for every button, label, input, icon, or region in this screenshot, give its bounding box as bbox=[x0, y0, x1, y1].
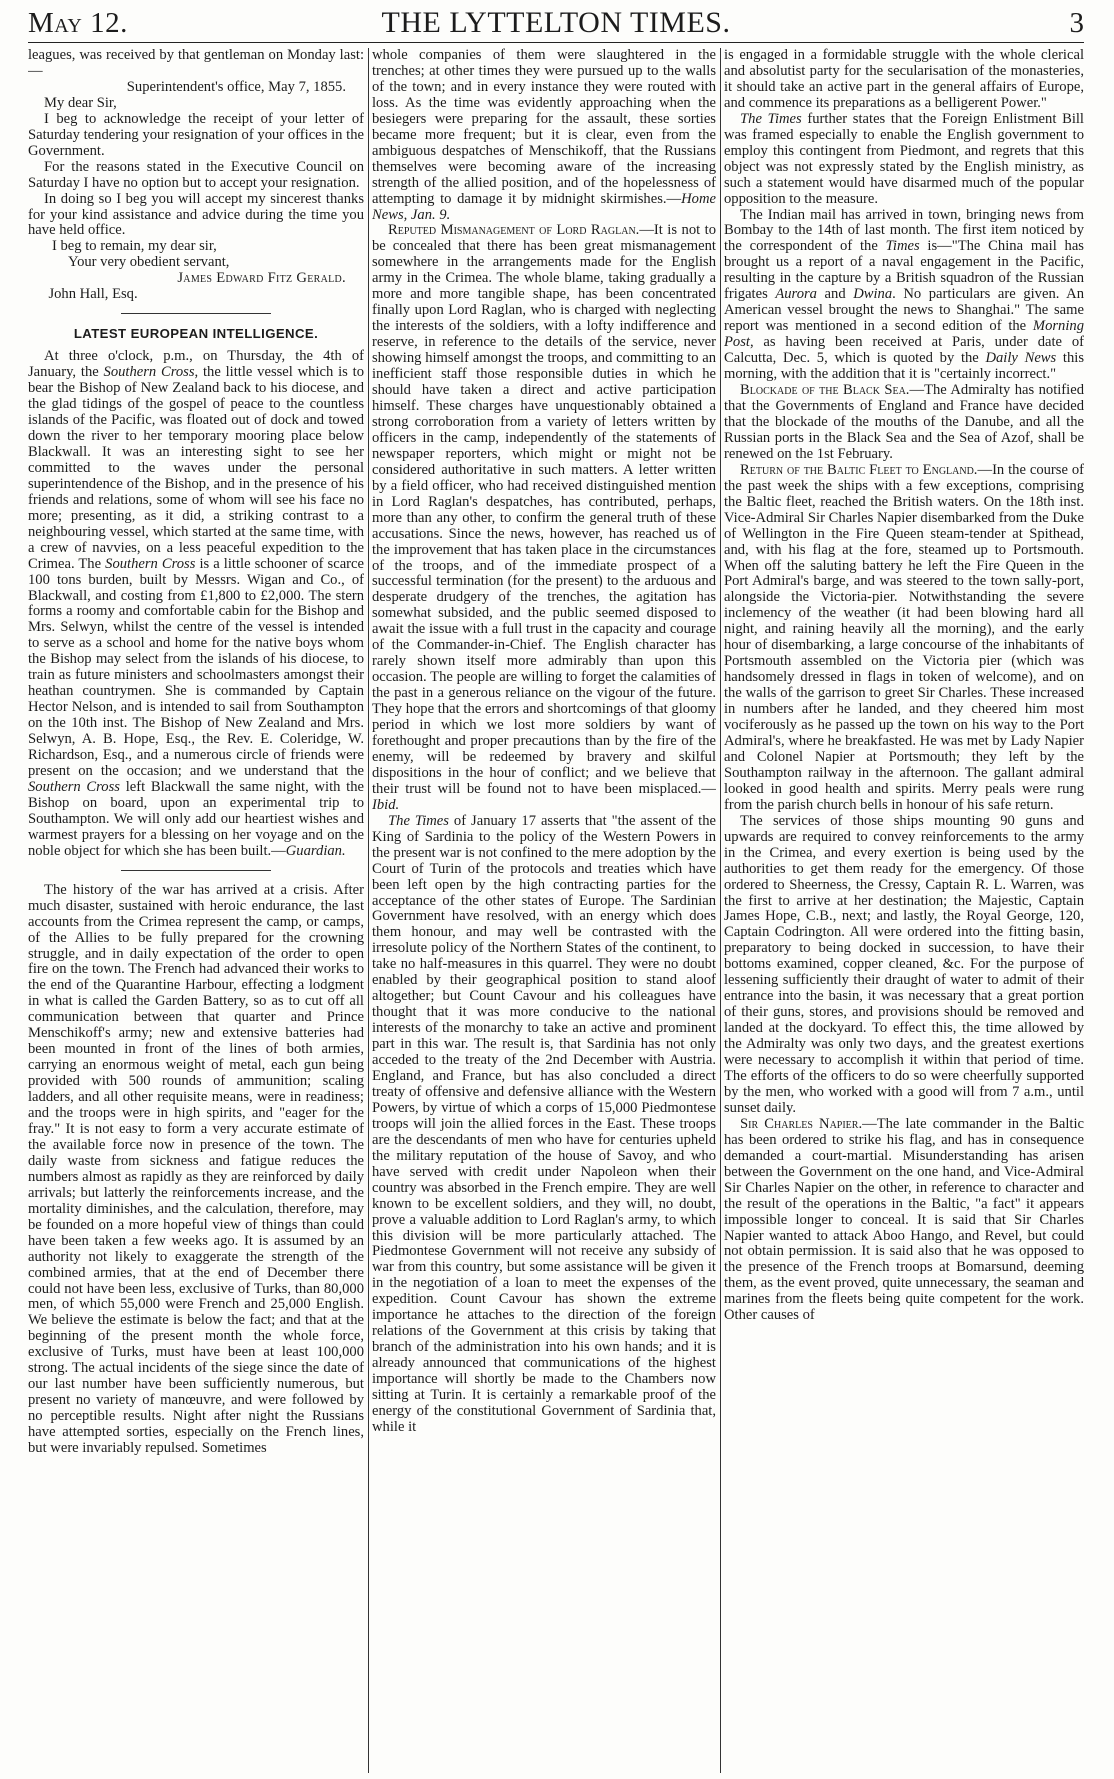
article-paragraph: The services of those ships mounting 90 guns and upwards are required to convey reinforcements to the army in the Crimea, and every exertion is being used by the authorities to get them ready for the emergency. Of those ordered to Sheerness, the Cressy, Captain R. L. Warren, was the first to arrive at her destination; the Majestic, Captain James Hope, C.B., next; and lastly, the Royal George, 120, Captain Codrington. All were ordered into the fitting basin, preparatory to being docked in succession, to have their bottoms examined, copper cleaned, &c. For the purpose of lessening sufficiently their draught of water to admit of their entrance into the basin, it was necessary that a great portion of their guns, stores, and provisions should be removed and landed at the dockyard. To effect this, the time allowed by the Admiralty was only two days, and the greatest exertions were necessary to accomplish it within that period of time. The efforts of the officers to do so were cheerfully supported by the men, who worked with a good will from 7 a.m., until sunset daily. bbox=[724, 812, 1084, 1116]
article-paragraph: The Indian mail has arrived in town, bringing news from Bombay to the 14th of last month. The first item noticed by the correspondent of the Times is—"The China mail has brought us a report of a naval engagement in the Pacific, resulting in the capture by a British squadron of the Russian frigates Aurora and Dwina. No particulars are given. An American vessel brought the news to Shanghai." The same report was mentioned in a second edition of the Morning Post, as having been received at Paris, under date of Calcutta, Dec. 5, which is quoted by the Daily News this morning, with the addition that it is "certainly incorrect." bbox=[724, 206, 1084, 383]
letter-intro: leagues, was received by that gentleman on Monday last:— bbox=[28, 48, 364, 79]
column-rule-left bbox=[368, 48, 369, 1773]
letter-closing: Your very obedient servant, bbox=[68, 254, 230, 271]
column-1 bbox=[28, 48, 364, 1773]
run-in-heading: Sir Charles Napier. bbox=[740, 1115, 863, 1132]
article-paragraph: Sir Charles Napier.—The late commander in the Baltic has been ordered to strike his flag, and has in consequence demanded a court-martial. Misunderstanding has arisen between the Government on the one hand, and Vice-Admiral Sir Charles Napier on the other, in reference to character and the result of the operations in the Baltic, "a fact" it appears impossible longer to conceal. It is said that Sir Charles Napier wanted to attack Aboo Hango, and Revel, but could not obtain permission. It is said also that he was opposed to the presence of the French troops at Bomarsund, deeming them, as the event proved, quite unnecessary, the seaman and marines from the fleets being quite competent for the work. Other causes of bbox=[724, 1115, 1084, 1324]
run-in-heading: Return of the Baltic Fleet to England. bbox=[740, 461, 978, 478]
article-paragraph: At three o'clock, p.m., on Thursday, the 4th of January, the Southern Cross, the little vessel which is to bear the Bishop of New Zealand back to his diocese, and the glad tidings of the gospel of peace to the countless islands of the Pacific, was floated out of dock and towed down the river to her temporary mooring place below Blackwall. It was an interesting sight to see her committed to the waves under the personal superintendence of the Bishop, and in the presence of his friends and relations, some of whom will see his face no more; presenting, as it did, a striking contrast to a neighbouring vessel, which started at the same time, with a crew of navvies, on a less peaceful expedition to the Crimea. The Southern Cross is a little schooner of scarce 100 tons burden, built by Messrs. Wigan and Co., of Blackwall, and costing from £1,800 to £2,000. The stern forms a roomy and comfortable cabin for the Bishop and Mrs. Selwyn, whilst the centre of the vessel is intended to serve as a school and home for the native boys whom the Bishop may select from the islands of his diocese, to train as future ministers and schoolmasters amongst their heathan countrymen. She is commanded by Captain Hector Nelson, and is intended to sail from Southampton on the 10th inst. The Bishop of New Zealand and Mrs. Selwyn, A. B. Hope, Esq., the Rev. E. Coleridge, W. Richardson, Esq., and a numerous circle of friends were present on the occasion; and we understand that the Southern Cross left Blackwall the same night, with the Bishop on board, upon an experimental trip to Southampton. We will only add our heartiest wishes and warmest prayers for a blessing on her voyage and on the noble object for which she has been built.—Guardian. bbox=[28, 348, 364, 859]
article-paragraph: The Times further states that the Foreign Enlistment Bill was framed especially to enable the English government to employ this contingent from Piedmont, and regrets that this object was not expressly stated by the English ministry, as such a statement would have disarmed much of the popular opposition to the measure. bbox=[724, 110, 1084, 207]
article-paragraph: Return of the Baltic Fleet to England.—In the course of the past week the ships with a few exceptions, comprising the Baltic fleet, reached the British waters. On the 18th inst. Vice-Admiral Sir Charles Napier disembarked from the Duke of Wellington in the Fire Queen steam-tender at Spithead, and, with his flag at the fore, steamed up to Portsmouth. When off the saluting battery he left the Fire Queen in the Port Admiral's barge, and was steered to the town sally-port, alongside the Victoria-pier. Notwithstanding the severe inclemency of the weather (it had been blowing hard all night, and raining heavily all the morning), and the early hour of disembarking, a large concourse of the inhabitants of Portsmouth assembled on the Victoria pier (which was handsomely dressed in flags in token of welcome), and on the walls of the garrison to greet Sir Charles. These increased in numbers after he landed, and they cheered him most vociferously as he passed up the town on his way to the Port Admiral's, where he breakfasted. He was met by Lady Napier and Colonel Napier at Portsmouth; they left by the Southampton railway in the afternoon. The gallant admiral looked in good health and spirits. Merry peals were rung from the parish church bells in honour of his safe return. bbox=[724, 461, 1084, 813]
column-rule-right bbox=[720, 48, 721, 1773]
section-divider bbox=[121, 870, 271, 871]
article-paragraph: The history of the war has arrived at a crisis. After much disaster, sustained with heroic endurance, the last accounts from the Crimea represent the camp, or camps, of the Allies to be fully prepared for the crowning struggle, and in daily expectation of the order to open fire on the town. The French had advanced their works to the end of the Quarantine Harbour, effecting a lodgment in what is called the Garden Battery, so as to cut off all communication between that quarter and Prince Menschikoff's army; new and extensive batteries had been mounted in front of the lines of both armies, carrying an enormous weight of metal, each gun being provided with 500 rounds of ammunition; scaling ladders, and all other requisite means, were in readiness; and the troops were in high spirits, and "eager for the fray." It is not easy to form a very accurate estimate of the available force now in presence of the town. The daily waste from sickness and fatigue reduces the numbers almost as rapidly as they are reinforced by daily arrivals; but latterly the reinforcements increase, and the mortality diminishes, and the calculation, therefore, may be founded on a more hopeful view of things than could have been taken a few weeks ago. It is assumed by an authority not likely to exaggerate the strength of the combined armies, that at the end of December there could not have been less, exclusive of Turks, than 80,000 men, of which 55,000 were French and 25,000 English. We believe the estimate is below the fact; and that at the beginning of the present month the whole force, exclusive of Turks, must have been at least 100,000 strong. The actual incidents of the siege since the date of our last number have been sufficiently numerous, but present no variety of manœuvre, and were followed by no perceptible results. Night after night the Russians have attempted sorties, especially on the French lines, but were invariably repulsed. Sometimes bbox=[28, 881, 364, 1457]
letter-salutation: My dear Sir, bbox=[44, 94, 117, 111]
article-paragraph: whole companies of them were slaughtered in the trenches; at other times they were pursued up to the walls of the town; and in every instance they were routed with loss. As the time was evidently approaching when the besiegers were preparing for the assault, these sorties became more frequent; but it is clear, even from the ambiguous despatches of Menschikoff, that the Russians themselves were becoming aware of the increasing strength of the allied position, and of the hopelessness of attempting to damage it by midnight skirmishes.—Home News, Jan. 9. bbox=[372, 48, 716, 223]
section-heading: LATEST EUROPEAN INTELLIGENCE. bbox=[73, 326, 319, 342]
column-2 bbox=[372, 48, 716, 1773]
letter-addressee: John Hall, Esq. bbox=[48, 286, 138, 303]
masthead bbox=[28, 4, 1084, 43]
column-3 bbox=[724, 48, 1084, 1773]
letter-paragraph: In doing so I beg you will accept my sincerest thanks for your kind assistance and advice during the time you have held office. bbox=[28, 190, 364, 239]
section-divider bbox=[121, 313, 271, 314]
article-paragraph: is engaged in a formidable struggle with the whole clerical and absolutist party for the secularisation of the monasteries, it should take an active part in the general affairs of Europe, and commence its preparations as a belligerent Power." bbox=[724, 48, 1084, 111]
letter-paragraph: For the reasons stated in the Executive Council on Saturday I have no option but to accept your resignation. bbox=[28, 158, 364, 191]
letter-paragraph: I beg to acknowledge the receipt of your letter of Saturday tendering your resignation of your offices in the Government. bbox=[28, 110, 364, 159]
article-paragraph: The Times of January 17 asserts that "the assent of the King of Sardinia to the policy of the Western Powers in the present war is not confined to the mere adoption by the Court of Turin of the protocols and treaties which have been left open by the high contracting parties for the acceptance of the other states of Europe. The Sardinian Government have resolved, with an energy which does them honour, and may well be contrasted with the irresolute policy of the Northern States of the continent, to take no half-measures in this quarrel. They were no doubt enabled by their geographical position to stand aloof altogether; but Count Cavour and his colleagues have thought that it was more conducive to the national interests of the monarchy to take an active and prominent part in this war. The result is, that Sardinia has not only acceded to the treaty of the 2nd December with Austria. England, and France, but has also concluded a direct treaty of offensive and defensive alliance with the Western Powers, by virtue of which a corps of 15,000 Piedmontese troops will join the allied forces in the East. These troops are the descendants of men who have for centuries upheld the military reputation of the house of Savoy, and who have served with credit under Napoleon when their country was absorbed in the French empire. They are well known to be excellent soldiers, and they will, no doubt, prove a valuable addition to Lord Raglan's army, to which this division will be more particularly attached. The Piedmontese Government will not receive any subsidy of war from this country, but some assistance will be given it in the negotiation of a loan to meet the expenses of the expedition. Count Cavour has shown the extreme importance he attaches to the direction of the foreign relations of the Government at this crisis by taking that branch of the administration into his own hands; and it is already announced that communications of the highest importance will shortly be made to the Chambers now sitting at Turin. It is certainly a remarkable proof of the energy of the constitutional Government of Sardinia that, while it bbox=[372, 812, 716, 1435]
article-paragraph: Blockade of the Black Sea.—The Admiralty has notified that the Governments of England and France have decided that the blockade of the mouths of the Danube, and all the Russian ports in the Black Sea and the Sea of Azof, shall be renewed on the 1st February. bbox=[724, 382, 1084, 462]
letter-signature: James Edward Fitz Gerald. bbox=[177, 270, 346, 287]
letter-dateline: Superintendent's office, May 7, 1855. bbox=[126, 78, 346, 95]
article-paragraph: Reputed Mismanagement of Lord Raglan.—It is not to be concealed that there has been great mismanagement somewhere in the arrangements made for the English army in the Crimea. The whole blame, taking gradually a more and more tangible shape, has been concentrated finally upon Lord Raglan, who is charged with neglecting the interests of the soldiers, with a lofty indifference and reserve, in reference to the details of the service, never showing himself amongst the troops, and committing to an inefficient staff those responsible duties in which he should have taken a direct and active participation himself. These charges have unquestionably obtained a strong corroboration from a variety of letters written by officers in the camp, independently of the statements of newspaper reporters, which might or might not be considered authoritative in such matters. A letter written by a field officer, who had received distinguished mention in Lord Raglan's despatches, has contributed, perhaps, more than any other, to confirm the general truth of these accusations. Since the news, however, has reached us of the improvement that has taken place in the circumstances of the troops, and of the immediate prospect of a successful termination (for the present) to the arduous and desperate drudgery of the trenches, the agitation has somewhat subsided, and the public seemed disposed to await the issue with a full trust in the capacity and courage of the Commander-in-Chief. The English character has rarely shown itself more admirably than upon this occasion. The people are willing to forget the calamities of the past in a generous reliance on the vigour of the future. They hope that the errors and shortcomings of that gloomy period in which we lost more soldiers by want of forethought and proper precautions than by the fire of the enemy, will be redeemed by bravery and skilful dispositions in the hour of conflict; and we believe that their trust will be found not to have been misplaced.— Ibid. bbox=[372, 222, 716, 813]
run-in-heading: Reputed Mismanagement of Lord Raglan. bbox=[388, 222, 640, 239]
newspaper-title: THE LYTTELTON TIMES. bbox=[381, 6, 731, 39]
issue-date: May 12. bbox=[28, 6, 128, 39]
letter-closing: I beg to remain, my dear sir, bbox=[52, 238, 217, 255]
page-number: 3 bbox=[1069, 6, 1084, 39]
run-in-heading: Blockade of the Black Sea. bbox=[740, 382, 910, 399]
